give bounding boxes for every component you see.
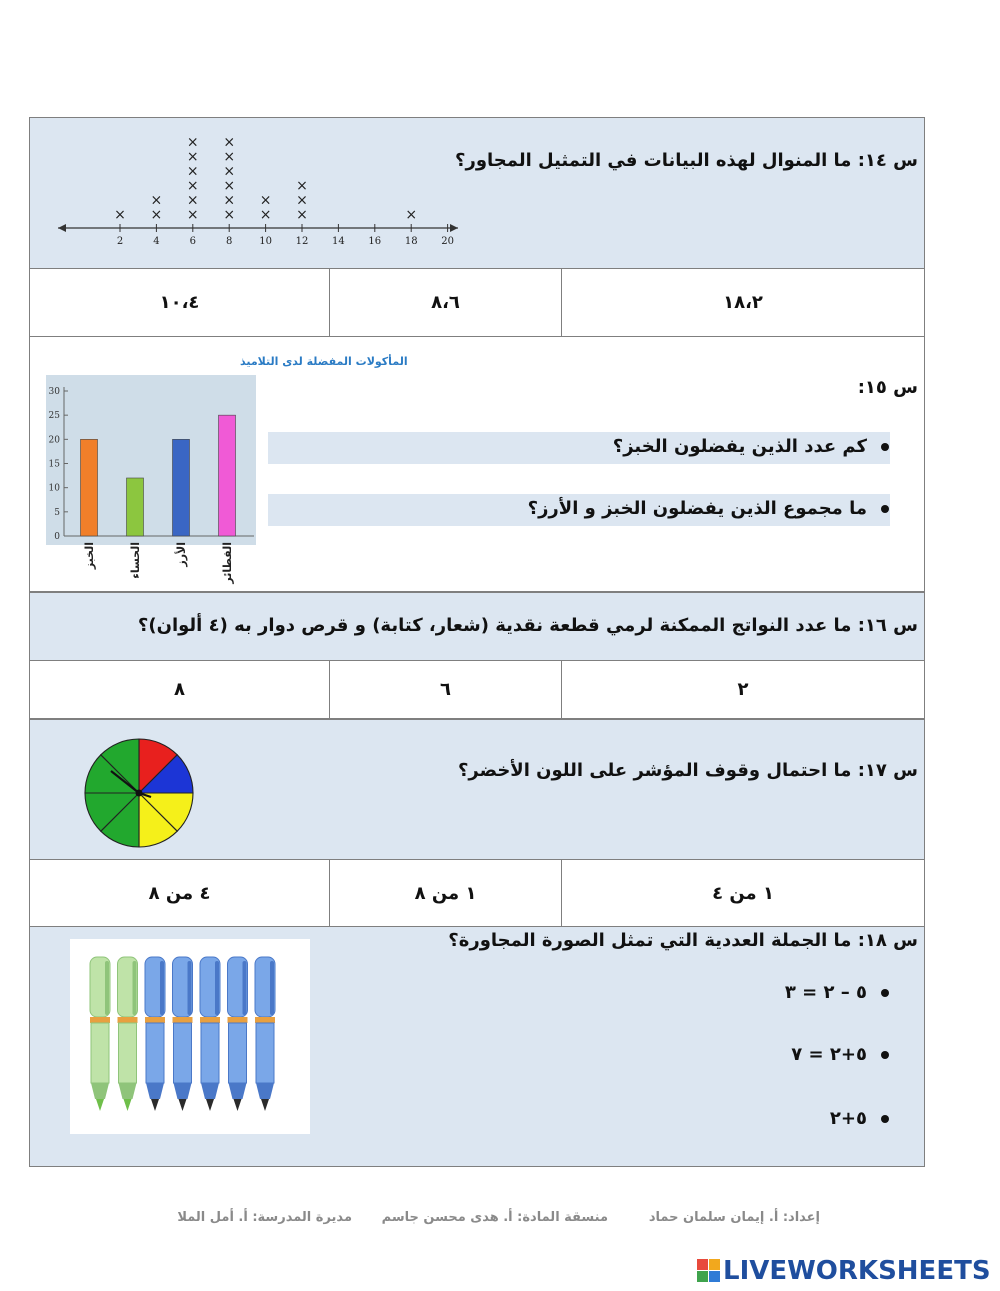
- y-tick-label: 5: [54, 507, 60, 518]
- tick-label: 10: [259, 236, 272, 247]
- pen-tip: [96, 1099, 104, 1111]
- q14-option-a[interactable]: ١٠،٤: [159, 292, 200, 313]
- category-label: الحساء: [129, 542, 142, 579]
- pen-band: [200, 1017, 220, 1023]
- pen-clip: [105, 961, 109, 1015]
- tick-label: 16: [368, 236, 382, 247]
- data-point-x: ×: [296, 178, 308, 194]
- pen-tip: [234, 1099, 242, 1111]
- q18-box: [29, 927, 925, 1167]
- tick-label: 20: [441, 236, 454, 247]
- tick-label: 2: [116, 236, 124, 247]
- data-point-x: ×: [223, 207, 236, 223]
- category-label: الأرز: [175, 542, 188, 567]
- data-point-x: ×: [259, 207, 272, 223]
- data-point-x: ×: [223, 163, 236, 180]
- q14-option-b[interactable]: ٨،٦: [329, 269, 561, 336]
- pen-tip: [151, 1099, 159, 1111]
- q17-option-c[interactable]: ١ من ٤: [561, 860, 924, 926]
- pen-clip: [270, 961, 274, 1015]
- bar: [173, 439, 190, 536]
- y-tick-label: 30: [48, 387, 60, 397]
- data-point-x: ×: [405, 207, 418, 223]
- pen-grip: [229, 1083, 247, 1099]
- q18-bullet-2: ٥+٢ = ٧: [791, 1044, 889, 1065]
- data-point-x: ×: [186, 149, 199, 165]
- tick-label: 6: [189, 236, 196, 247]
- bar: [81, 439, 98, 536]
- pen-grip: [146, 1083, 164, 1099]
- category-label: الفطائر: [221, 542, 234, 584]
- arrow-right-icon: [450, 224, 458, 232]
- pen-band: [255, 1017, 275, 1023]
- tick-label: 4: [153, 236, 160, 247]
- pen-barrel: [256, 1023, 274, 1083]
- data-point-x: ×: [114, 207, 126, 223]
- q16-text: س ١٦: ما عدد النواتج الممكنة لرمي قطعة نقدية (شعار، كتابة) و قرص دوار به (٤ ألوان)؟: [137, 615, 918, 636]
- pen-tip: [179, 1099, 187, 1111]
- q14-option-c[interactable]: ١٨،٢: [561, 269, 924, 336]
- q17-text: س ١٧: ما احتمال وقوف المؤشر على اللون الأخضر؟: [457, 760, 918, 781]
- data-point-x: ×: [223, 134, 236, 151]
- data-point-x: ×: [223, 149, 236, 165]
- data-point-x: ×: [223, 192, 236, 209]
- spinner: [74, 728, 204, 858]
- footer-coordinator: منسقة المادة: أ. هدى محسن جاسم: [381, 1210, 608, 1225]
- bullet-dot: [881, 1051, 889, 1059]
- pen-clip: [160, 961, 164, 1015]
- tick-label: 8: [226, 236, 233, 247]
- q17-option-a[interactable]: ٤ من ٨: [148, 882, 211, 904]
- pen-barrel: [229, 1023, 247, 1083]
- pen-barrel: [91, 1023, 109, 1083]
- pen-barrel: [201, 1023, 219, 1083]
- data-point-x: ×: [186, 192, 199, 209]
- data-point-x: ×: [259, 192, 272, 209]
- data-point-x: ×: [186, 178, 199, 194]
- chart-title: المأكولات المفضلة لدى التلاميذ: [240, 355, 408, 368]
- pen-grip: [119, 1083, 137, 1099]
- data-point-x: ×: [186, 163, 199, 180]
- pen-tip: [124, 1099, 132, 1111]
- spinner-center: [136, 790, 143, 797]
- data-point-x: ×: [296, 192, 308, 209]
- bar: [219, 415, 236, 536]
- q15-bullet-1: كم عدد الذين يفضلون الخبز؟: [613, 436, 889, 457]
- q16-option-a[interactable]: ٨: [174, 679, 185, 700]
- liveworksheets-logo: [697, 1256, 991, 1286]
- q15-bullet-2: ما مجموع الذين يفضلون الخبز و الأرز؟: [528, 498, 889, 519]
- pen-barrel: [174, 1023, 192, 1083]
- pen-band: [173, 1017, 193, 1023]
- q15-box: [29, 337, 925, 592]
- q14-box: [29, 117, 925, 269]
- pen-barrel: [119, 1023, 137, 1083]
- y-tick-label: 15: [48, 459, 60, 470]
- data-point-x: ×: [150, 207, 163, 223]
- q14-options: [29, 269, 925, 337]
- pen-grip: [174, 1083, 192, 1099]
- bullet-dot: [881, 505, 889, 513]
- y-tick-label: 10: [48, 483, 60, 494]
- pen-tip: [261, 1099, 269, 1111]
- pen-band: [118, 1017, 138, 1023]
- q16-box: [29, 592, 925, 661]
- q15-label: س ١٥:: [857, 377, 918, 398]
- tick-label: 18: [404, 236, 418, 247]
- bullet-dot: [881, 989, 889, 997]
- q16-option-b[interactable]: ٦: [329, 661, 561, 718]
- footer-prepared: إعداد: أ. إيمان سلمان حماد: [648, 1210, 820, 1225]
- pen-band: [90, 1017, 110, 1023]
- data-point-x: ×: [150, 192, 163, 209]
- q16-option-c[interactable]: ٢: [561, 661, 924, 718]
- q14-text: س ١٤: ما المنوال لهذه البيانات في التمثيل المجاور؟: [455, 150, 918, 171]
- category-label: الخبز: [83, 542, 96, 570]
- pen-barrel: [146, 1023, 164, 1083]
- pen-band: [228, 1017, 248, 1023]
- pen-clip: [215, 961, 219, 1015]
- q18-text: س ١٨: ما الجملة العددية التي تمثل الصورة المجاورة؟: [448, 930, 918, 951]
- pen-grip: [256, 1083, 274, 1099]
- line-plot: [50, 130, 470, 260]
- pen-clip: [188, 961, 192, 1015]
- q17-box: [29, 719, 925, 860]
- q16-options: [29, 661, 925, 719]
- data-point-x: ×: [296, 207, 308, 223]
- bullet-dot: [881, 1115, 889, 1123]
- tick-label: 12: [295, 236, 309, 247]
- data-point-x: ×: [186, 134, 199, 151]
- y-tick-label: 20: [48, 435, 60, 446]
- bar-chart: [44, 351, 408, 584]
- pen-grip: [201, 1083, 219, 1099]
- bullet-dot: [881, 443, 889, 451]
- logo-icon: [697, 1259, 721, 1283]
- q17-option-b[interactable]: ١ من ٨: [329, 860, 561, 926]
- tick-label: 14: [332, 236, 345, 247]
- brand-name: LIVEWORKSHEETS: [723, 1256, 991, 1286]
- pen-clip: [243, 961, 247, 1015]
- y-tick-label: 0: [54, 532, 60, 542]
- arrow-left-icon: [58, 224, 66, 232]
- q18-bullet-1: ٥ – ٢ = ٣: [785, 982, 889, 1003]
- pen-tip: [206, 1099, 214, 1111]
- data-point-x: ×: [223, 178, 236, 194]
- pen-band: [145, 1017, 165, 1023]
- q17-options: [29, 860, 925, 927]
- q18-bullet-3: ٥+٢: [830, 1108, 889, 1129]
- y-tick-label: 25: [48, 411, 60, 422]
- pen-clip: [133, 961, 137, 1015]
- pens-image: [70, 939, 310, 1134]
- pen-grip: [91, 1083, 109, 1099]
- footer-principal: مديرة المدرسة: أ. أمل الملا: [177, 1210, 352, 1225]
- data-point-x: ×: [186, 207, 199, 223]
- bar: [127, 478, 144, 536]
